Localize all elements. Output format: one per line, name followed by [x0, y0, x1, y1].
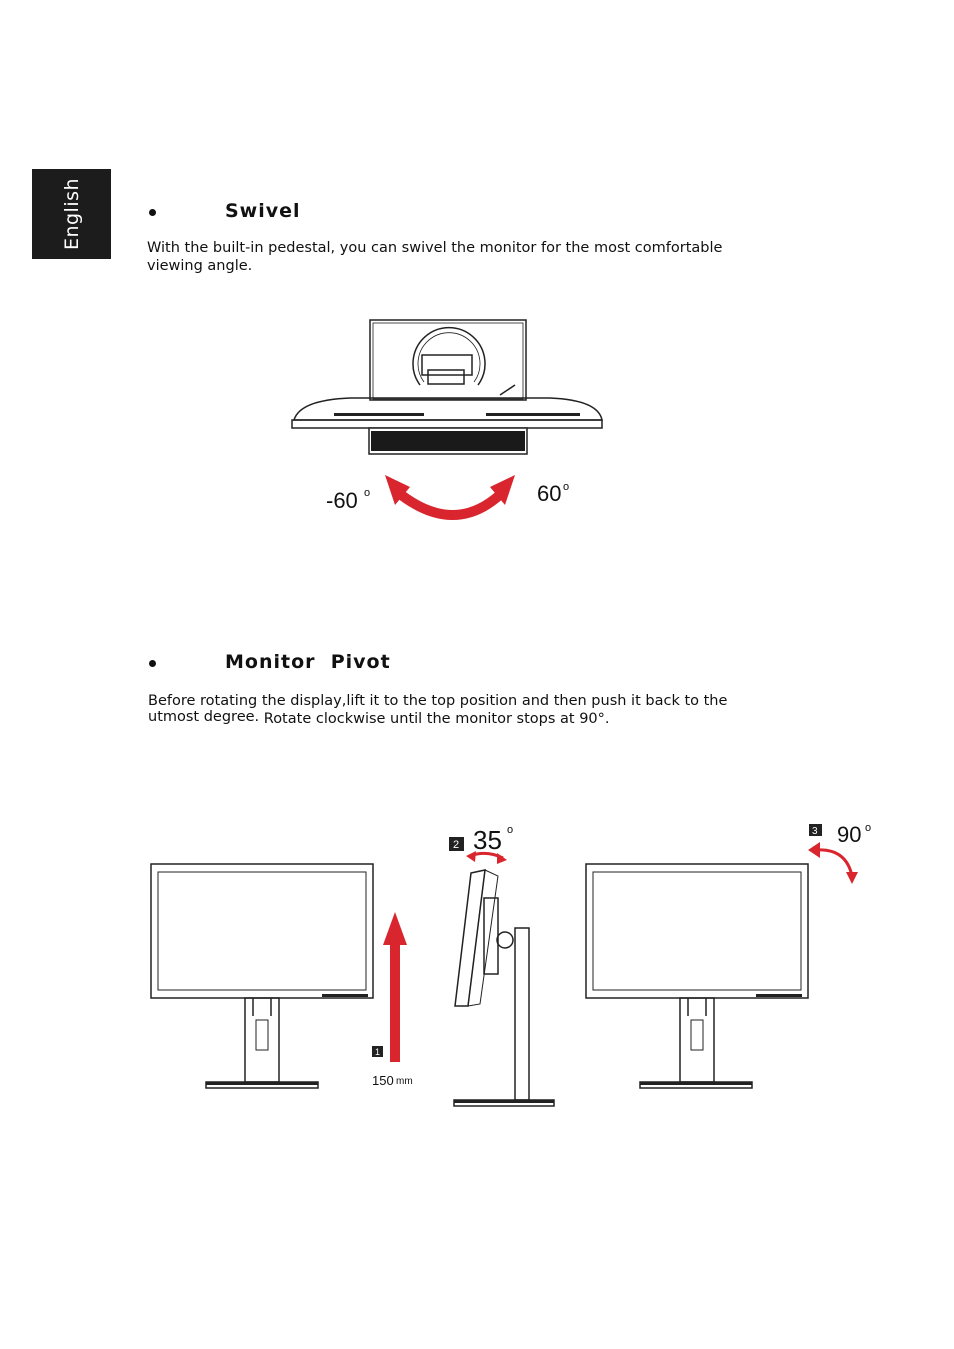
step3-degree: o — [865, 822, 872, 834]
pivot-description-line2b: Rotate clockwise until the monitor stops at 90°. — [263, 711, 610, 727]
pivot-description-line1: Before rotating the display,lift it to the top position and then push it back to the — [148, 693, 728, 709]
step3-badge-number: 3 — [812, 826, 818, 837]
angle-right-label: 60 — [537, 481, 562, 506]
swivel-description-line1: With the built-in pedestal, you can swivel the monitor for the most comfortable — [147, 240, 723, 256]
swivel-description-line2: viewing angle. — [147, 258, 253, 274]
step3-angle: 90 — [837, 822, 862, 847]
language-tab-label: English — [60, 177, 83, 251]
step1-badge-number: 1 — [375, 1047, 381, 1057]
step2-angle: 35 — [473, 825, 502, 855]
swivel-heading: Swivel — [225, 200, 301, 222]
pivot-description-line2a: utmost degree. — [148, 709, 260, 725]
step1-unit: mm — [396, 1076, 413, 1087]
step2-degree: o — [507, 824, 514, 836]
step1-distance: 150 — [372, 1073, 394, 1088]
pivot-heading: Monitor Pivot — [225, 651, 391, 673]
angle-left-label: -60 — [326, 488, 358, 513]
angle-right-degree: o — [563, 481, 570, 493]
step2-badge-number: 2 — [453, 839, 460, 851]
angle-left-degree: o — [364, 487, 371, 499]
